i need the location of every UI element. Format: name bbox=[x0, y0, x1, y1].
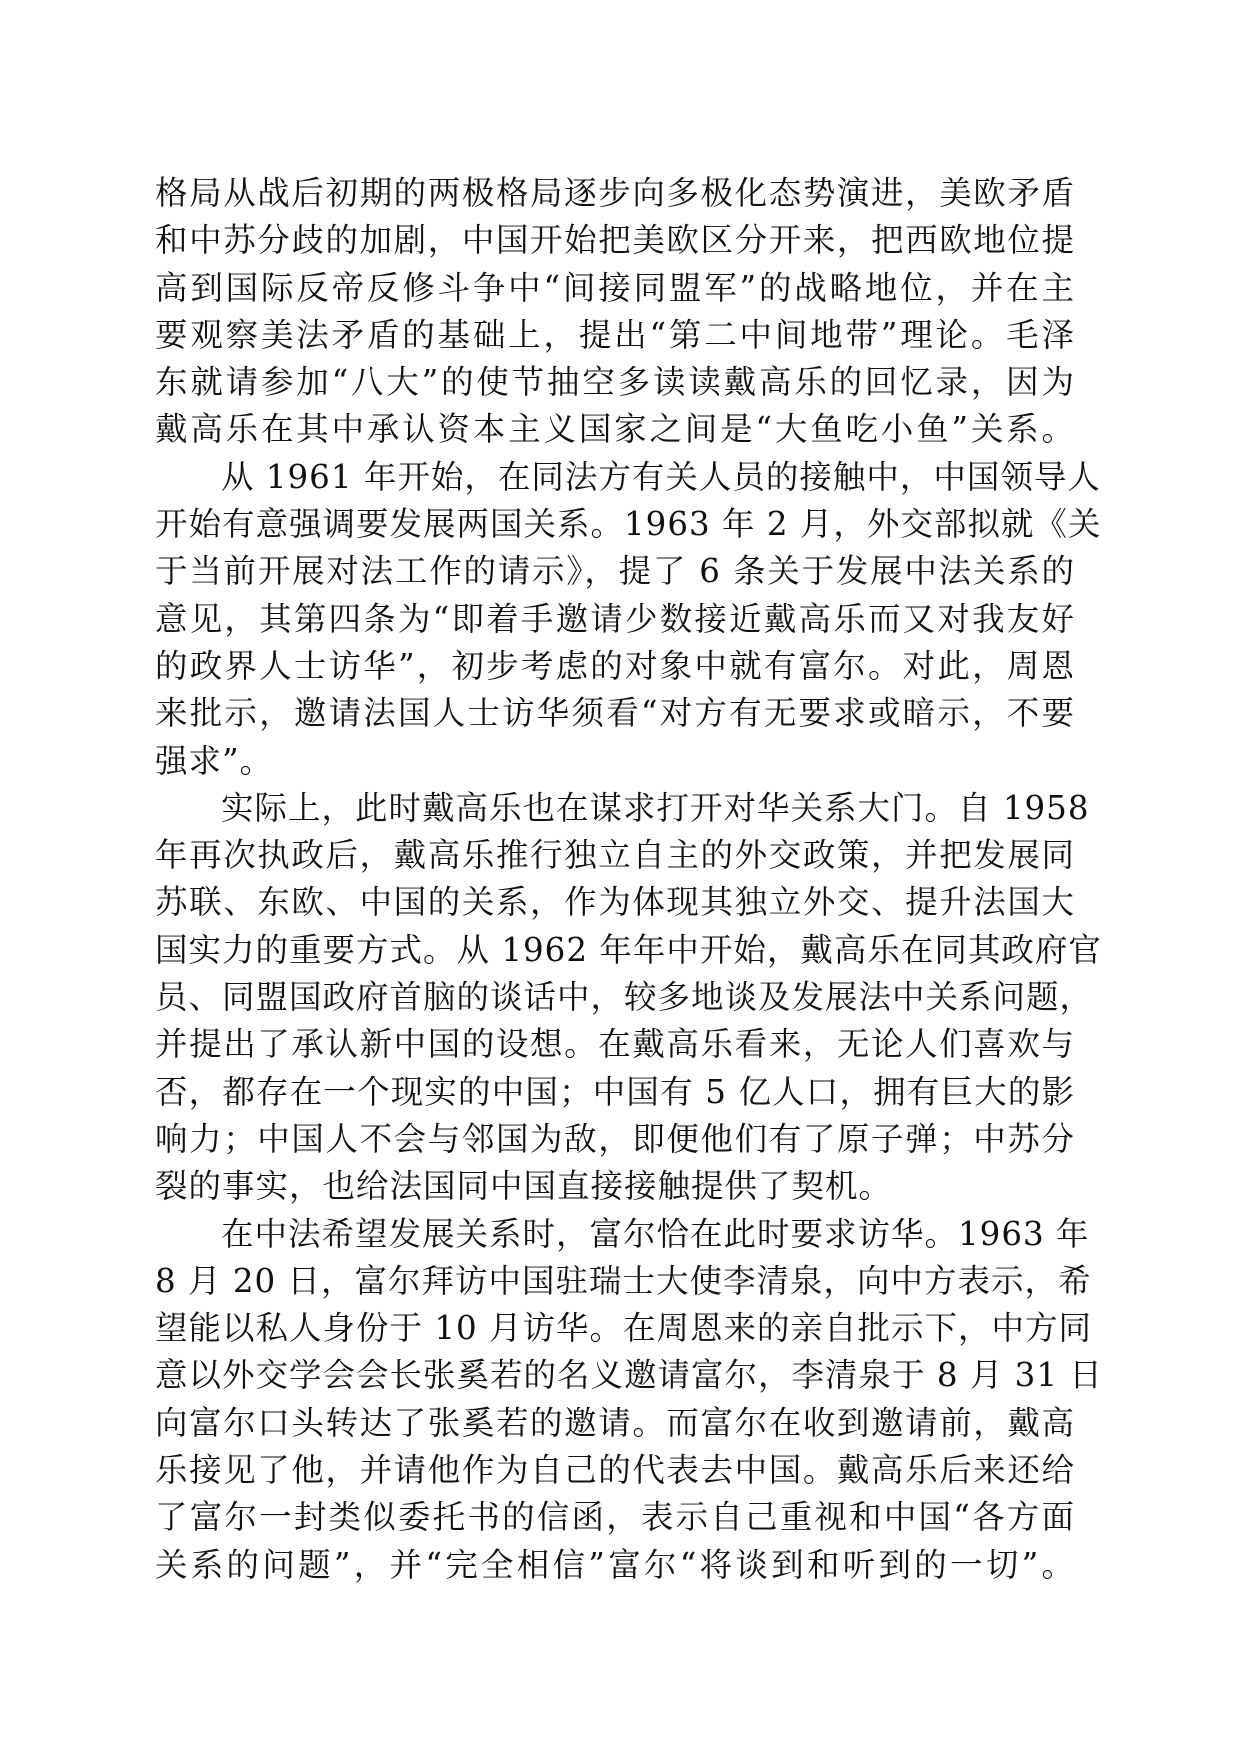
text-line: 并提出了承认新中国的设想。在戴高乐看来，无论人们喜欢与 bbox=[155, 1025, 1075, 1064]
text-line: 和中苏分歧的加剧，中国开始把美欧区分开来，把西欧地位提 bbox=[155, 221, 1075, 260]
text-line: 来批示，邀请法国人士访华须看“对方有无要求或暗示，不要 bbox=[155, 694, 1075, 733]
text-line: 从 1961 年开始，在同法方有关人员的接触中，中国领导人 bbox=[221, 457, 1101, 496]
text-line: 格局从战后初期的两极格局逐步向多极化态势演进，美欧矛盾 bbox=[155, 174, 1075, 212]
paragraph-4 bbox=[155, 1211, 1103, 1589]
text-line: 响力；中国人不会与邻国为敌，即便他们有了原子弹；中苏分 bbox=[155, 1119, 1075, 1158]
text-line: 望能以私人身份于 10 月访华。在周恩来的亲自批示下，中方同 bbox=[155, 1309, 1093, 1348]
text-line: 东就请参加“八大”的使节抽空多读读戴高乐的回忆录，因为 bbox=[155, 363, 1075, 402]
text-line: 意见，其第四条为“即着手邀请少数接近戴高乐而又对我友好 bbox=[155, 599, 1075, 638]
text-line: 向富尔口头转达了张奚若的邀请。而富尔在收到邀请前，戴高 bbox=[155, 1403, 1075, 1442]
text-line: 苏联、东欧、中国的关系，作为体现其独立外交、提升法国大 bbox=[155, 883, 1075, 922]
text-line: 意以外交学会会长张奚若的名义邀请富尔，李清泉于 8 月 31 日 bbox=[155, 1356, 1103, 1395]
text-line: 关系的问题”，并“完全相信”富尔“将谈到和听到的一切”。 bbox=[155, 1545, 1075, 1584]
text-line: 了富尔一封类似委托书的信函，表示自己重视和中国“各方面 bbox=[155, 1498, 1075, 1537]
text-line: 否，都存在一个现实的中国；中国有 5 亿人口，拥有巨大的影 bbox=[155, 1072, 1075, 1111]
paragraph-3 bbox=[155, 785, 1102, 1211]
text-line: 乐接见了他，并请他作为自己的代表去中国。戴高乐后来还给 bbox=[155, 1451, 1075, 1490]
body-text bbox=[155, 170, 1103, 1589]
text-line: 要观察美法矛盾的基础上，提出“第二中间地带”理论。毛泽 bbox=[155, 315, 1075, 354]
text-line: 戴高乐在其中承认资本主义国家之间是“大鱼吃小鱼”关系。 bbox=[155, 410, 1075, 449]
text-line: 高到国际反帝反修斗争中“间接同盟军”的战略地位，并在主 bbox=[155, 268, 1075, 307]
text-line: 开始有意强调要发展两国关系。1963 年 2 月，外交部拟就《关 bbox=[155, 505, 1102, 544]
text-line: 实际上，此时戴高乐也在谋求打开对华关系大门。自 1958 bbox=[221, 788, 1090, 827]
text-line: 于当前开展对法工作的请示》，提了 6 条关于发展中法关系的 bbox=[155, 552, 1075, 591]
text-line: 年再次执政后，戴高乐推行独立自主的外交政策，并把发展同 bbox=[155, 836, 1075, 875]
text-line: 强求”。 bbox=[155, 741, 274, 780]
text-line: 在中法希望发展关系时，富尔恰在此时要求访华。1963 年 bbox=[221, 1214, 1090, 1253]
text-line: 的政界人士访华”，初步考虑的对象中就有富尔。对此，周恩 bbox=[155, 646, 1075, 685]
text-line: 员、同盟国政府首脑的谈话中，较多地谈及发展法中关系问题， bbox=[155, 978, 1094, 1017]
text-line: 国实力的重要方式。从 1962 年年中开始，戴高乐在同其政府官 bbox=[155, 930, 1102, 969]
text-line: 8 月 20 日，富尔拜访中国驻瑞士大使李清泉，向中方表示，希 bbox=[155, 1261, 1092, 1300]
paragraph-1 bbox=[155, 170, 1075, 454]
paragraph-2 bbox=[155, 454, 1102, 785]
text-line: 裂的事实，也给法国同中国直接接触提供了契机。 bbox=[155, 1167, 893, 1206]
